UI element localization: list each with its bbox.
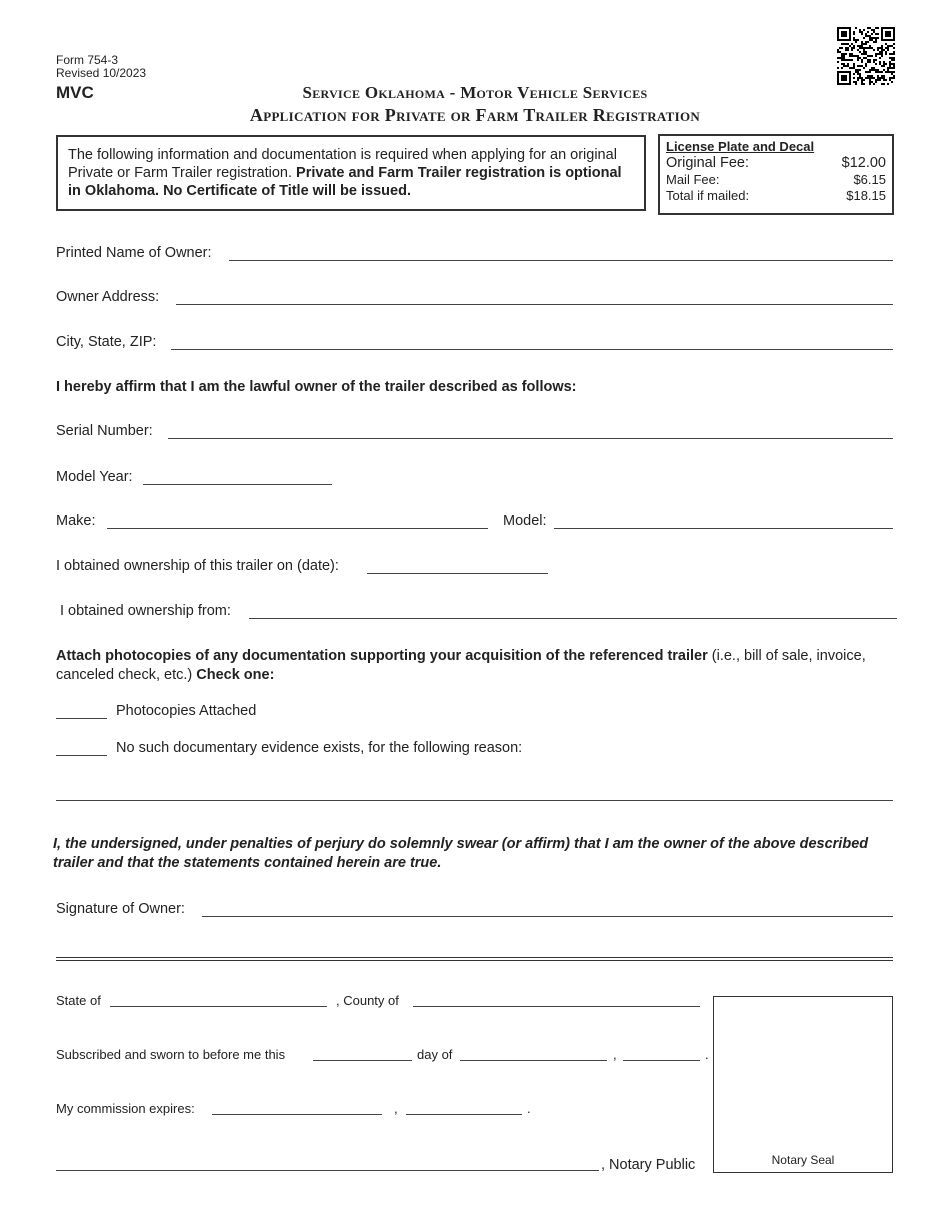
attach-text-bold: Attach photocopies of any documentation supporting your acquisition of the referenced trailer xyxy=(56,648,708,664)
state-of-label: State of xyxy=(56,993,101,1008)
form-code: MVC xyxy=(56,83,94,102)
qr-code-icon xyxy=(837,27,895,85)
fee-row xyxy=(666,155,886,171)
state-field[interactable] xyxy=(110,1006,327,1007)
county-of-label: , County of xyxy=(336,993,399,1008)
attach-text: (i.e., bill of sale, invoice, canceled check, etc.) xyxy=(56,648,866,683)
signature-label: Signature of Owner: xyxy=(56,901,185,917)
affirm-statement: I hereby affirm that I am the lawful owner of the trailer described as follows: xyxy=(56,379,577,395)
revised-date: Revised 10/2023 xyxy=(56,66,147,80)
owner-address-field[interactable] xyxy=(176,304,893,305)
photocopies-check-field[interactable] xyxy=(56,718,107,719)
year-field[interactable] xyxy=(623,1060,700,1061)
serial-number-label: Serial Number: xyxy=(56,423,153,439)
make-field[interactable] xyxy=(107,528,488,529)
fee-value: $18.15 xyxy=(846,188,886,203)
subscribed-label: Subscribed and sworn to before me this xyxy=(56,1047,286,1062)
obtained-date-field[interactable] xyxy=(367,573,548,574)
period-text: . xyxy=(705,1047,709,1062)
period-text: . xyxy=(527,1101,531,1116)
notary-seal-box xyxy=(713,996,893,1173)
signature-field[interactable] xyxy=(202,916,893,917)
fee-row xyxy=(666,188,886,203)
no-evidence-option-label: No such documentary evidence exists, for the following reason: xyxy=(116,740,523,756)
fee-value: $12.00 xyxy=(841,155,886,171)
photocopies-option-label: Photocopies Attached xyxy=(116,703,257,719)
commission-year-field[interactable] xyxy=(406,1114,522,1115)
oath-statement: I, the undersigned, under penalties of perjury do solemnly swear (or affirm) that I am the owner of the above described trailer and that the statements contained herein are true. xyxy=(53,836,869,871)
model-year-field[interactable] xyxy=(143,484,332,485)
model-field[interactable] xyxy=(554,528,893,529)
owner-name-label: Printed Name of Owner: xyxy=(56,245,212,261)
info-text-bold: Private and Farm Trailer registration is optional in Oklahoma. No Certificate of Title will be issued. xyxy=(68,165,622,199)
notary-seal-label: Notary Seal xyxy=(771,1153,835,1167)
city-state-zip-label: City, State, ZIP: xyxy=(56,334,157,350)
page-title: Application for Private or Farm Trailer Registration xyxy=(249,105,701,125)
agency-name: Service Oklahoma - Motor Vehicle Services xyxy=(302,83,648,102)
no-evidence-check-field[interactable] xyxy=(56,755,107,756)
fee-label: Mail Fee: xyxy=(666,172,720,187)
make-label: Make: xyxy=(56,513,96,529)
comma-text: , xyxy=(394,1101,398,1116)
reason-field[interactable] xyxy=(56,800,893,801)
fee-heading: License Plate and Decal xyxy=(666,139,815,154)
commission-date-field[interactable] xyxy=(212,1114,382,1115)
info-box xyxy=(56,135,646,211)
notary-signature-field[interactable] xyxy=(56,1170,599,1171)
obtained-date-label: I obtained ownership of this trailer on (date): xyxy=(56,558,339,574)
fee-row xyxy=(666,172,886,187)
serial-number-field[interactable] xyxy=(168,438,893,439)
owner-address-label: Owner Address: xyxy=(56,289,160,305)
fee-value: $6.15 xyxy=(853,172,886,187)
comma-text: , xyxy=(613,1047,617,1062)
model-label: Model: xyxy=(503,513,547,529)
month-field[interactable] xyxy=(460,1060,607,1061)
obtained-from-field[interactable] xyxy=(249,618,897,619)
fee-box xyxy=(658,134,894,215)
form-number: Form 754-3 xyxy=(56,53,119,67)
check-one-label: Check one: xyxy=(196,667,275,683)
obtained-from-label: I obtained ownership from: xyxy=(60,603,231,619)
model-year-label: Model Year: xyxy=(56,469,133,485)
city-state-zip-field[interactable] xyxy=(171,349,893,350)
county-field[interactable] xyxy=(413,1006,700,1007)
day-field[interactable] xyxy=(313,1060,412,1061)
attach-instructions xyxy=(56,647,896,685)
fee-label: Total if mailed: xyxy=(666,188,750,203)
divider xyxy=(56,957,893,958)
fee-label: Original Fee: xyxy=(666,155,750,171)
commission-label: My commission expires: xyxy=(56,1101,195,1116)
owner-name-field[interactable] xyxy=(229,260,893,261)
day-of-label: day of xyxy=(417,1047,453,1062)
divider xyxy=(56,960,893,961)
notary-public-label: , Notary Public xyxy=(601,1157,696,1173)
info-text: The following information and documentation is required when applying for an original Private or Farm Trailer registration. xyxy=(68,147,617,181)
